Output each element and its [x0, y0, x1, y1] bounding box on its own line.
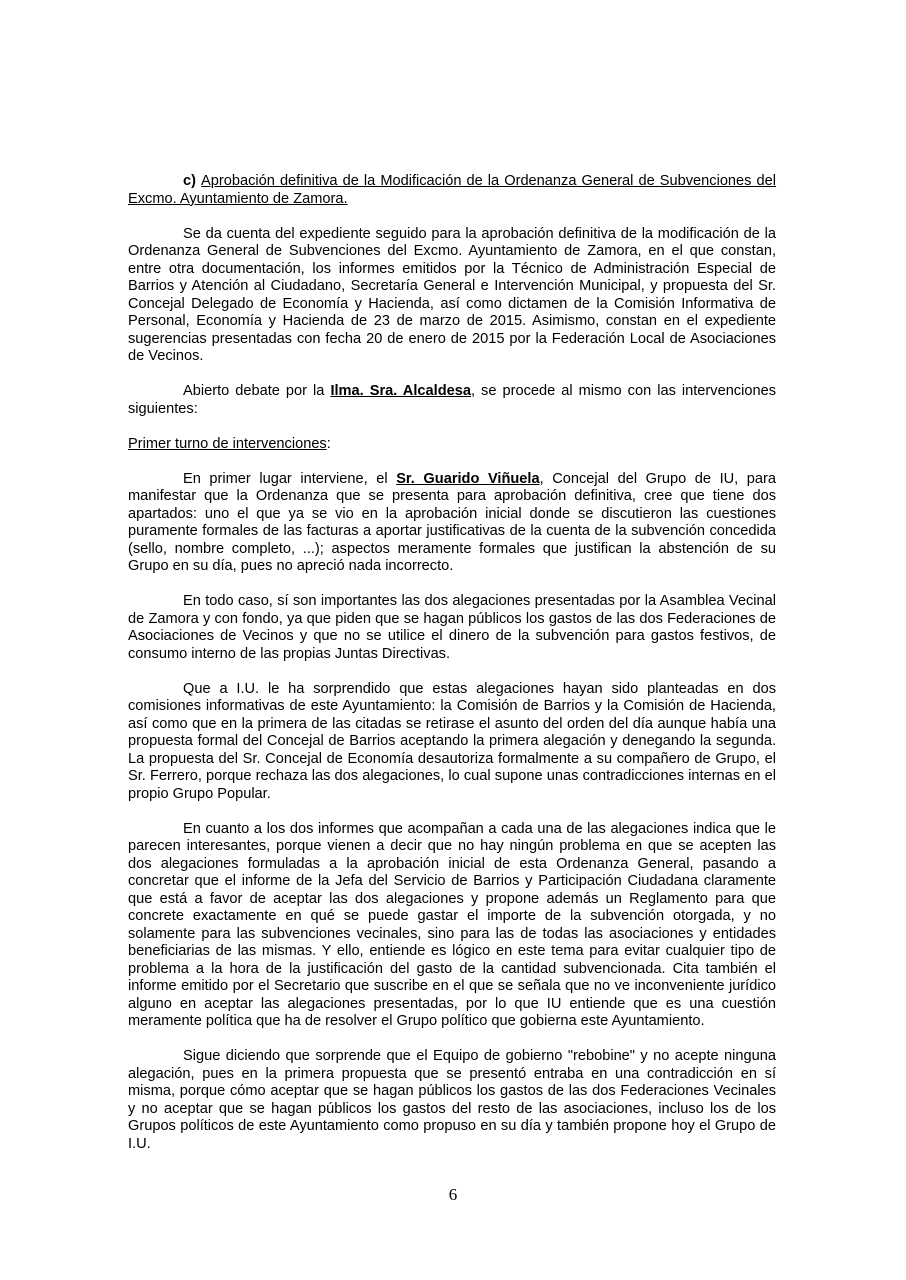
emphasized-text: Aprobación definitiva de la Modificación de la Ordenanza General de Subvenciones del Excmo. Ayuntamiento de Zamora. [128, 173, 777, 207]
document-body [128, 173, 776, 1171]
text-run: En cuanto a los dos informes que acompañan a cada una de las alegaciones indica que le parecen interesantes, porque vienen a decir que no hay ningún problema en que se acepten las dos alegaciones formuladas a la aprobación inicial de esta Ordenanza General, pasando a concretar que el informe de la Jefa del Servicio de Barrios y Participación Ciudadana claramente que está a favor de aceptar las dos alegaciones y propone además un Reglamento para que concrete exactamente en qué se puede gastar el importe de la subvención otorgada, y no solamente para las subvenciones vecinales, sino para las de todas las asociaciones y entidades beneficiarias de las mismas. Y ello, entiende es lógico en este tema para evitar cualquier tipo de problema a la hora de la justificación del gasto de la cantidad subvencionada. Cita también el informe emitido por el Secretario que suscribe en el que se señala que no ve inconveniente jurídico alguno en aceptar las alegaciones presentadas, por lo que IU entiende que es una cuestión meramente política que ha de resolver el Grupo político que gobierna este Ayuntamiento. [128, 820, 776, 1029]
text-run: Abierto debate por la [183, 383, 331, 399]
text-run: Se da cuenta del expediente seguido para la aprobación definitiva de la modificación de la Ordenanza General de Subvenciones del Excmo. Ayuntamiento de Zamora, en el que constan, entre otra documentación, los informes emitidos por la Técnico de Administración Especial de Barrios y Atención al Ciudadano, Secretaría General e Intervención Municipal, y propuesta del Sr. Concejal Delegado de Economía y Hacienda, así como dictamen de la Comisión Informativa de Personal, Economía y Hacienda de 23 de marzo de 2015. Asimismo, constan en el expediente sugerencias presentadas con fecha 20 de enero de 2015 por la Federación Local de Asociaciones de Vecinos. [128, 225, 776, 364]
text-run: , Concejal del Grupo de IU, para manifestar que la Ordenanza que se presenta para aprobación definitiva, cree que tiene dos apartados: uno el que ya se vio en la aprobación inicial donde se discutieron las cuestiones puramente formales de las facturas a aportar justificativas de la cuenta de la subvención concedida (sello, nombre completo, ...); aspectos meramente formales que justifican la abstención de su Grupo en su día, pues no apreció nada incorrecto. [128, 470, 777, 574]
emphasized-text: Primer turno de intervenciones [128, 435, 327, 452]
paragraph-abierto-debate [128, 383, 776, 418]
paragraph-guarido-4 [128, 821, 776, 1031]
heading-item-c [128, 173, 776, 208]
paragraph-guarido-1 [128, 471, 776, 576]
text-run: En primer lugar interviene, el [183, 470, 397, 487]
page-number: 6 [448, 1185, 458, 1204]
paragraph-guarido-5 [128, 1048, 776, 1153]
emphasized-text: Ilma. Sra. Alcaldesa [330, 383, 471, 399]
text-run: En todo caso, sí son importantes las dos alegaciones presentadas por la Asamblea Vecinal de Zamora y con fondo, ya que piden que se hagan públicos los gastos de las dos Federaciones de Asociaciones de Vecinos y que no se utilice el dinero de la subvención para gastos festivos, de consumo interno de las propias Juntas Directivas. [128, 593, 776, 662]
paragraph-guarido-2 [128, 593, 776, 663]
emphasized-text: c) [183, 173, 202, 189]
paragraph-expediente [128, 226, 776, 366]
text-run: : [326, 435, 331, 452]
text-run: , se procede al mismo con las intervenciones siguientes: [128, 383, 776, 417]
subheading-primer-turno [128, 436, 776, 454]
emphasized-text: Sr. Guarido Viñuela [396, 470, 540, 487]
text-run: Sigue diciendo que sorprende que el Equipo de gobierno "rebobine" y no acepte ninguna alegación, pues en la primera propuesta que se presentó entraba en una contradicción en sí misma, porque cómo aceptar que se hagan públicos los gastos de las dos Federaciones Vecinales y no aceptar que se hagan públicos los gastos del resto de las asociaciones, incluso los de los Grupos políticos de este Ayuntamiento como propuso en su día y también propone hoy el Grupo de I.U. [128, 1048, 776, 1152]
text-run: Que a I.U. le ha sorprendido que estas alegaciones hayan sido planteadas en dos comisiones informativas de este Ayuntamiento: la Comisión de Barrios y la Comisión de Hacienda, así como que en la primera de las citadas se retirase el asunto del orden del día aunque había una propuesta formal del Concejal de Barrios aceptando la primera alegación y denegando la segunda. La propuesta del Sr. Concejal de Economía desautoriza formalmente a su compañero de Grupo, el Sr. Ferrero, porque rechaza las dos alegaciones, lo cual supone unas contradicciones internas en el propio Grupo Popular. [128, 680, 776, 802]
paragraph-guarido-3 [128, 681, 776, 804]
